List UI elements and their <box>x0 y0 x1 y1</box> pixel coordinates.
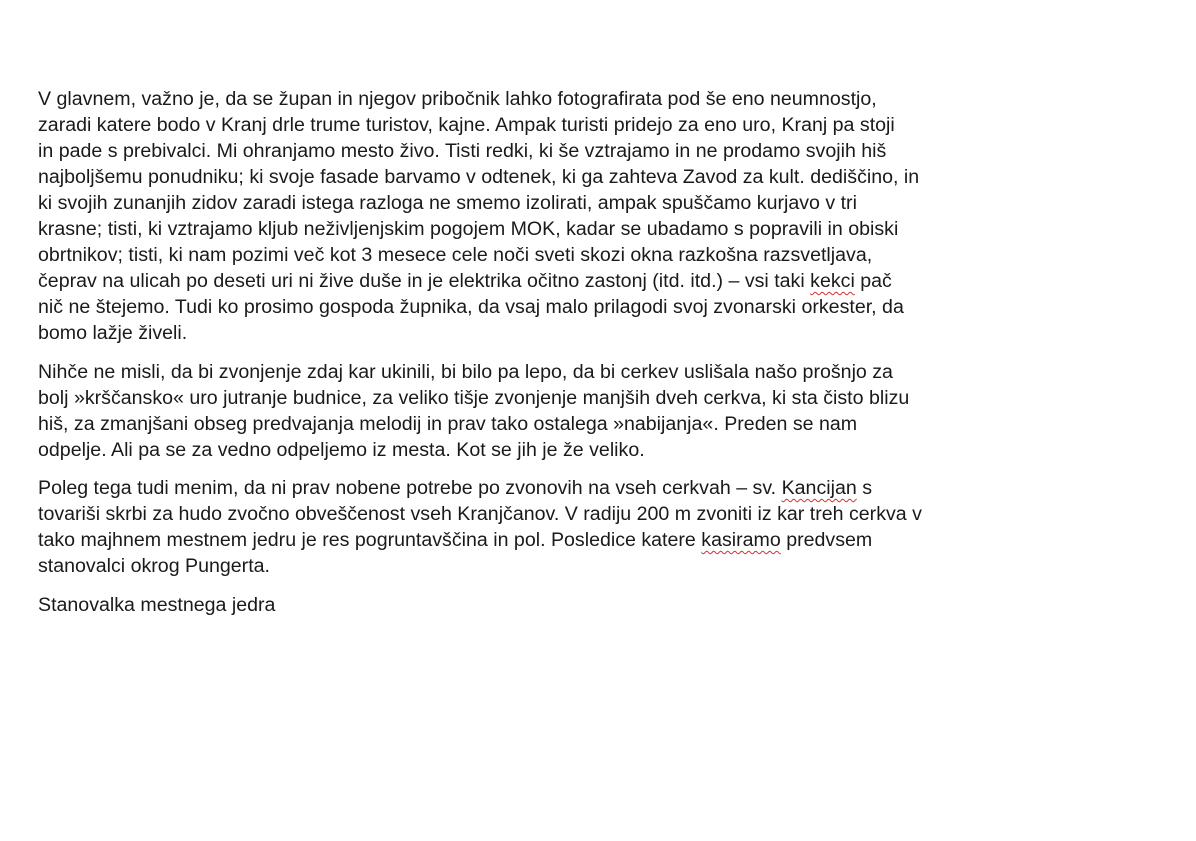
text-line: Poleg tega tudi menim, da ni prav nobene potrebe po zvonovih na vseh cerkvah – sv. Kancijan s <box>38 477 872 499</box>
spellcheck-flagged-word[interactable]: kekci <box>810 270 855 292</box>
spellcheck-flagged-word[interactable]: Kancijan <box>781 477 857 499</box>
text-line: bolj »krščansko« uro jutranje budnice, za veliko tišje zvonjenje manjših dveh cerkva, ki sta čisto blizu <box>38 386 910 409</box>
text-line: obrtnikov; tisti, ki nam pozimi več kot 3 mesece cele noči sveti skozi okna razkošna razsvetljava, <box>38 244 873 266</box>
text-line: bomo lažje živeli. <box>38 322 188 344</box>
paragraph <box>38 86 1148 346</box>
document-body <box>38 86 1148 618</box>
text-line: Nihče ne misli, da bi zvonjenje zdaj kar ukinili, bi bilo pa lepo, da bi cerkev uslišala našo prošnjo za <box>38 360 893 383</box>
text-line: tako majhnem mestnem jedru je res pogruntavščina in pol. Posledice katere kasiramo predvsem <box>38 529 873 551</box>
text-line: najboljšemu ponudniku; ki svoje fasade barvamo v odtenek, ki ga zahteva Zavod za kult. dediščino, in <box>38 166 920 188</box>
paragraph <box>38 359 1148 463</box>
text-line: V glavnem, važno je, da se župan in njegov pribočnik lahko fotografirata pod še eno neumnostjo, <box>38 88 877 110</box>
text-line: čeprav na ulicah po deseti uri ni žive duše in je elektrika očitno zastonj (itd. itd.) – vsi taki kekci pač <box>38 270 892 292</box>
text-line: nič ne štejemo. Tudi ko prosimo gospoda župnika, da vsaj malo prilagodi svoj zvonarski orkester, da <box>38 296 904 318</box>
text-line: in pade s prebivalci. Mi ohranjamo mesto živo. Tisti redki, ki še vztrajamo in ne prodamo svojih hiš <box>38 140 887 162</box>
text-line: tovariši skrbi za hudo zvočno obveščenost vseh Kranjčanov. V radiju 200 m zvoniti iz kar treh cerkva v <box>38 503 922 525</box>
paragraph <box>38 475 1148 579</box>
text-line: hiš, za zmanjšani obseg predvajanja melodij in prav tako ostalega »nabijanja«. Preden se nam <box>38 412 858 435</box>
text-line: ki svojih zunanjih zidov zaradi istega razloga ne smemo izolirati, ampak spuščamo kurjavo v tri <box>38 192 857 214</box>
text-line: stanovalci okrog Pungerta. <box>38 555 270 577</box>
spellcheck-flagged-word[interactable]: kasiramo <box>701 529 781 551</box>
text-line: odpelje. Ali pa se za vedno odpeljemo iz mesta. Kot se jih je že veliko. <box>38 438 645 461</box>
signature-paragraph <box>38 592 1148 618</box>
signature-line: Stanovalka mestnega jedra <box>38 593 276 616</box>
text-line: krasne; tisti, ki vztrajamo kljub neživljenjskim pogojem MOK, kadar se ubadamo s popravili in obiski <box>38 218 899 240</box>
text-line: zaradi katere bodo v Kranj drle trume turistov, kajne. Ampak turisti pridejo za eno uro, Kranj pa stoji <box>38 114 895 136</box>
